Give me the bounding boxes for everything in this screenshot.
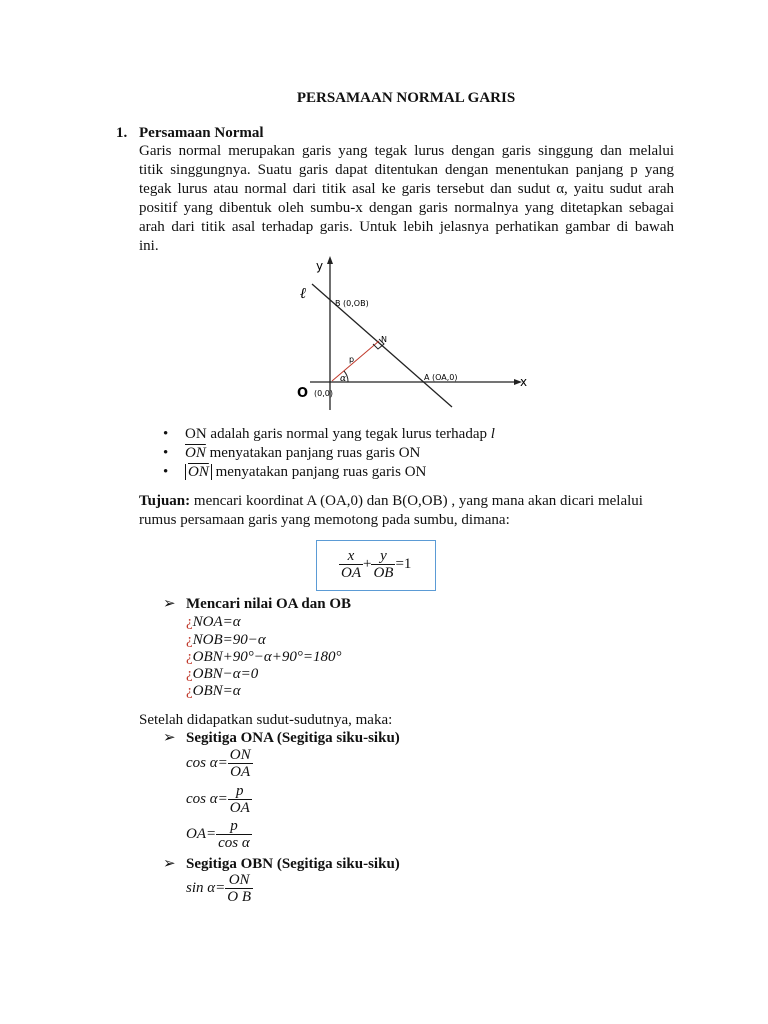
paragraph-line: arah dari titik asal terhadap garis. Untuk lebih jelasnya perhatikan gambar di bawah xyxy=(139,219,674,235)
origin-coordinate: (0,0) xyxy=(314,389,333,398)
angle-equation: ¿OBN=α xyxy=(186,683,241,699)
arrow-bullet-icon: ➢ xyxy=(163,730,176,746)
point-n-label: N xyxy=(381,335,387,344)
origin-label: O xyxy=(297,386,309,401)
paragraph-line: ini. xyxy=(139,238,159,254)
bullet-math: $\overline{ON}$ xyxy=(185,445,206,461)
step-heading: ➢ Mencari nilai OA dan OB xyxy=(163,596,352,612)
arrow-bullet-icon: ➢ xyxy=(163,596,176,612)
fraction: $\frac{x}{OA}$ xyxy=(341,548,361,581)
length-p-label: p xyxy=(349,355,355,364)
paragraph-line: Garis normal merupakan garis yang tegak lurus dengan garis singgung dan melalui xyxy=(139,143,674,159)
point-b-label: B (0,OB) xyxy=(335,299,369,308)
trig-equation: cos α= $\frac{p}{OA}$ xyxy=(186,783,250,816)
fraction: $\frac{p}{\text{cos α}}$ xyxy=(218,818,250,851)
bullet-text: menyatakan panjang ruas garis ON xyxy=(211,464,427,480)
y-axis-label: y xyxy=(316,259,324,273)
normal-line-figure xyxy=(252,250,564,422)
bullet-icon: • xyxy=(163,464,169,480)
trig-equation: cos α= $\frac{ON}{OA}$ xyxy=(186,747,251,780)
angle-equation: ¿OBN−α=0 xyxy=(186,666,259,682)
intercept-equation-box: $\frac{x}{OA}$ + $\frac{y}{OB}$ =1 xyxy=(316,540,436,591)
fraction: $\frac{p}{OA}$ xyxy=(229,783,250,816)
bullet-text: ON adalah garis normal yang tegak lurus terhadap xyxy=(185,426,491,442)
fraction: $\frac{ON}{\text{O B}}$ xyxy=(227,872,252,905)
after-text: Setelah didapatkan sudut-sudutnya, maka: xyxy=(139,712,393,728)
intro-paragraph xyxy=(139,142,674,256)
angle-equation: ¿NOA=α xyxy=(186,614,241,630)
tujuan-line: rumus persamaan garis yang memotong pada sumbu, dimana: xyxy=(139,512,510,528)
bullet-math: $\overline{ON}$ xyxy=(188,464,209,480)
bullet-icon: • xyxy=(163,445,169,461)
page-title: PERSAMAAN NORMAL GARIS xyxy=(296,90,516,106)
angle-alpha-label: α xyxy=(340,374,347,384)
bullet-icon: • xyxy=(163,426,169,442)
point-a-label: A (OA,0) xyxy=(424,373,458,382)
angle-equation: ¿NOB=90−α xyxy=(186,632,266,648)
paragraph-line: positif yang dibentuk oleh sumbu-x dengan garis normalnya yang ditetapkan sebagai xyxy=(139,200,674,216)
figure-svg xyxy=(252,250,564,422)
x-axis-label: x xyxy=(520,375,528,389)
fraction: $\frac{ON}{OA}$ xyxy=(229,747,251,780)
angle-equation: ¿OBN+90°−α+90°=180° xyxy=(186,649,342,665)
fraction: $\frac{y}{OB}$ xyxy=(373,548,394,581)
section-number: 1. xyxy=(116,125,128,141)
tujuan-line: mencari koordinat A (OA,0) dan B(O,OB) , yang mana akan dicari melalui xyxy=(190,493,643,509)
line-l-label: ℓ xyxy=(300,284,307,302)
section-heading: Persamaan Normal xyxy=(139,125,264,141)
y-axis-arrow-icon xyxy=(327,256,333,264)
bullet-text: menyatakan panjang ruas garis ON xyxy=(205,445,421,461)
trig-equation: OA= $\frac{p}{\text{cos α}}$ xyxy=(186,818,250,851)
bullet-math: l xyxy=(490,426,495,442)
paragraph-line: tegak lurus atau normal dari titik asal ke garis tersebut dan sudut α, yaitu sudut arah xyxy=(139,181,674,197)
tujuan-label: Tujuan: xyxy=(139,493,191,509)
step-heading: ➢ Segitiga OBN (Segitiga siku-siku) xyxy=(163,856,400,872)
step-heading: ➢ Segitiga ONA (Segitiga siku-siku) xyxy=(163,730,400,746)
tujuan-paragraph xyxy=(139,492,679,530)
trig-equation: sin α= $\frac{ON}{\text{O B}}$ xyxy=(186,872,252,905)
paragraph-line: titik singgungnya. Suatu garis dapat ditentukan dengan menentukan panjang p yang xyxy=(139,162,674,178)
arrow-bullet-icon: ➢ xyxy=(163,856,176,872)
